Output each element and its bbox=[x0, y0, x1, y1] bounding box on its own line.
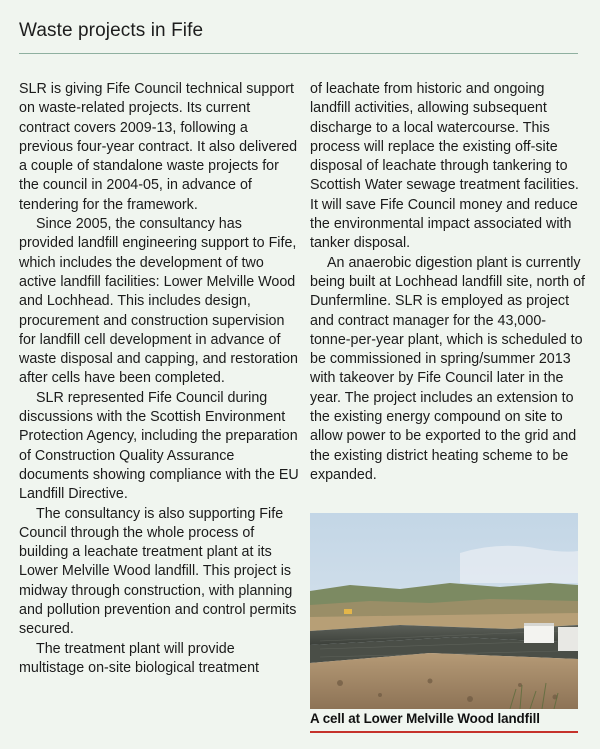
landfill-photo bbox=[310, 513, 578, 709]
photo-caption: A cell at Lower Melville Wood landfill bbox=[310, 711, 540, 726]
paragraph: SLR is giving Fife Council technical support on waste-related projects. Its current contract covers 2009-13, following a previous four-year contract. It also delivered a couple of standalone waste projects for the council in 2004-05, in advance of tendering for the framework. bbox=[19, 81, 298, 213]
paragraph: Since 2005, the consultancy has provided landfill engineering support to Fife, which includes the development of two active landfill facilities: Lower Melville Wood and Lochhead. This includes design, procurement and construction supervision for landfill cell development in advance of waste disposal and capping, and restoration after cells have been completed. bbox=[19, 216, 298, 387]
article-column-right bbox=[310, 80, 586, 485]
paragraph: SLR represented Fife Council during discussions with the Scottish Environment Protection Agency, including the preparation of Construction Quality Assurance documents showing compliance with the EU Landfill Directive. bbox=[19, 389, 299, 503]
landfill-photo-illustration bbox=[310, 513, 578, 709]
page-title: Waste projects in Fife bbox=[19, 20, 204, 41]
header-divider bbox=[19, 53, 578, 54]
paragraph: An anaerobic digestion plant is currently being built at Lochhead landfill site, north of Dunfermline. SLR is employed as project and contract manager for the 43,000-tonne-per-year plant, which is scheduled to be commissioned in spring/summer 2013 with takeover by Fife Council later in the year. The project includes an extension to the existing energy compound on site to allow power to be exported to the grid and the existing district heating scheme to be expanded. bbox=[310, 254, 586, 483]
caption-underline bbox=[310, 731, 578, 733]
paragraph: The treatment plant will provide multistage on-site biological treatment bbox=[19, 640, 259, 676]
paragraph: of leachate from historic and ongoing landfill activities, allowing subsequent discharge to a local watercourse. This process will replace the existing off-site disposal of leachate through tankering to Scottish Water sewage treatment facilities. It will save Fife Council money and reduce the environmental impact associated with tanker disposal. bbox=[310, 81, 579, 252]
article-column-left bbox=[19, 80, 299, 678]
paragraph: The consultancy is also supporting Fife Council through the whole process of building a leachate treatment plant at its Lower Melville Wood landfill. This project is midway through construction, with planning and pollution prevention and control permits secured. bbox=[19, 505, 297, 638]
